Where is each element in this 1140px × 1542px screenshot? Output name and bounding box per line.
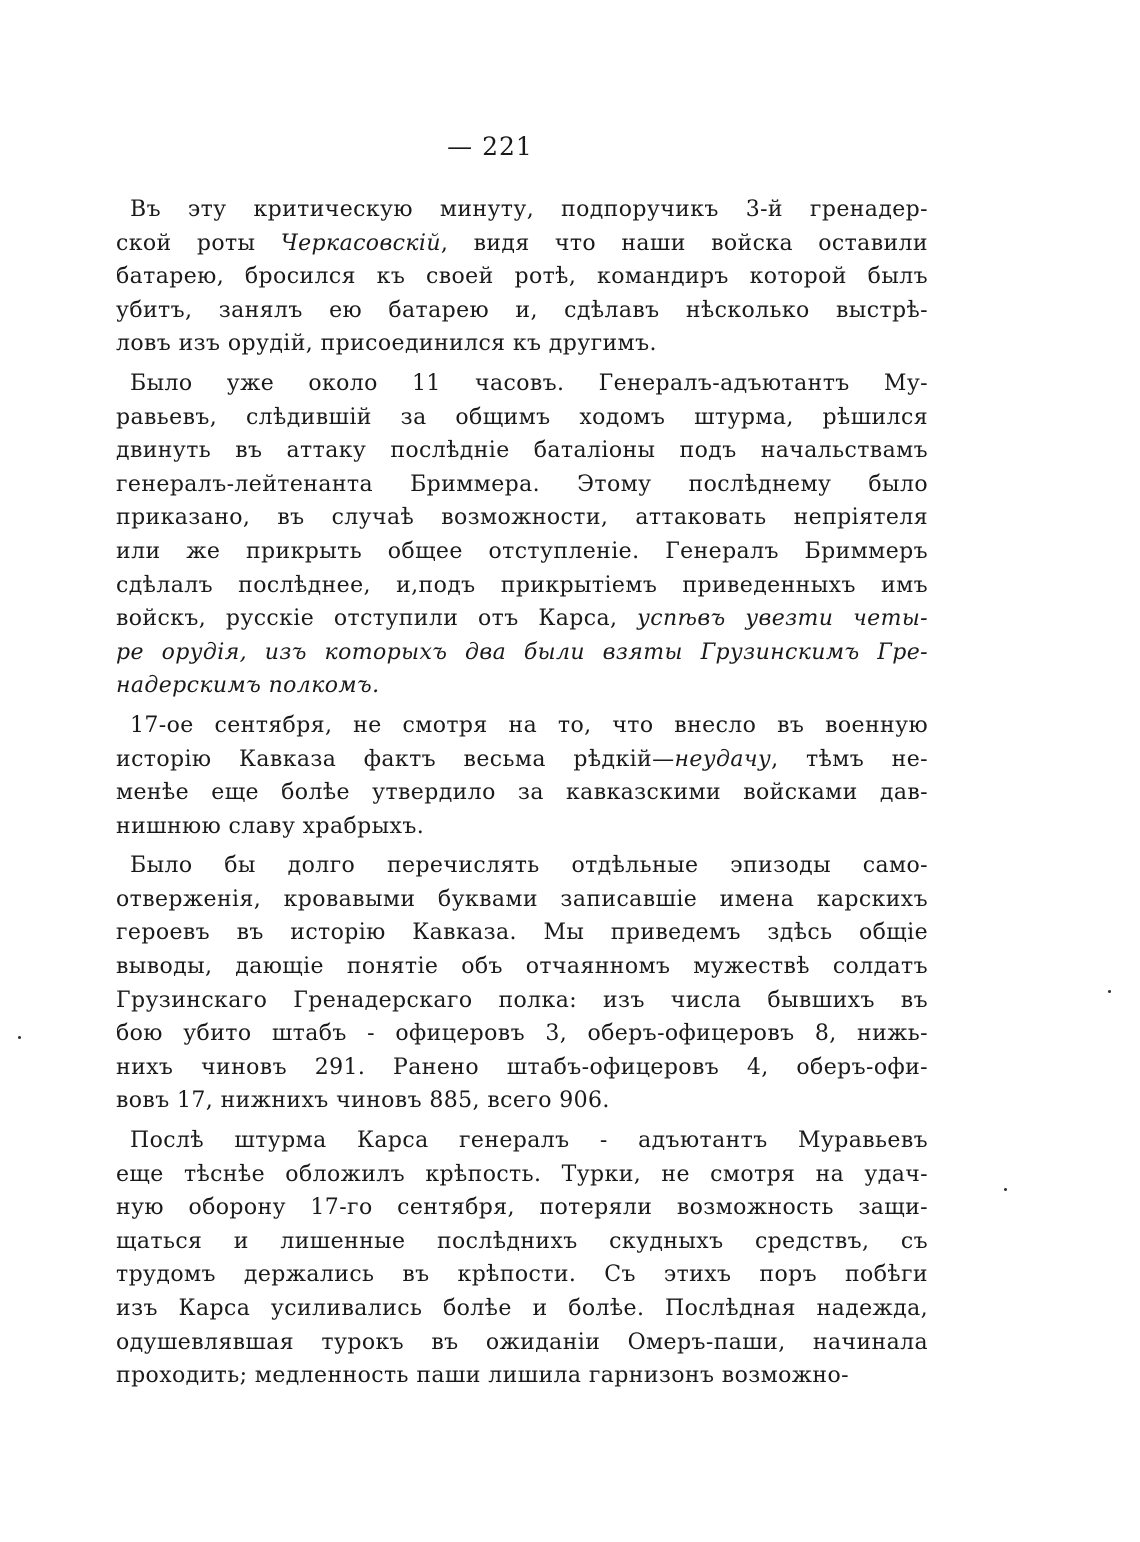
text-run: вовъ 17, нижнихъ чиновъ 885, всего 906. — [116, 1088, 610, 1114]
text-line — [116, 810, 928, 844]
text-line — [116, 468, 928, 502]
text-run: ской роты — [116, 230, 281, 256]
text-line — [116, 367, 928, 401]
page-number: — 221 — [447, 132, 533, 161]
text-run: войскъ, русскіе отступили отъ Карса, — [116, 606, 638, 632]
text-line — [116, 1258, 928, 1292]
text-run: нишнюю славу храбрыхъ. — [116, 813, 425, 839]
text-line — [116, 1017, 928, 1051]
text-run: щаться и лишенные послѣднихъ скудныхъ средствъ, съ — [116, 1228, 928, 1254]
text-line — [116, 950, 928, 984]
text-run: двинуть въ аттаку послѣдніе баталіоны подъ начальствамъ — [116, 438, 928, 464]
text-line — [116, 849, 928, 883]
text-line — [116, 294, 928, 328]
text-line — [116, 501, 928, 535]
text-line — [116, 1158, 928, 1192]
text-line — [116, 776, 928, 810]
text-run: , тѣмъ не- — [771, 746, 928, 772]
text-line — [116, 1191, 928, 1225]
text-line — [116, 743, 928, 777]
italic-run: неудачу — [674, 746, 772, 772]
italic-run: Черкасовскій — [280, 230, 441, 256]
italic-run: успѣвъ увезти четы- — [637, 606, 928, 632]
paragraph — [116, 193, 928, 361]
text-run: Грузинскаго Гренадерскаго полка: изъ числа бывшихъ въ — [116, 987, 928, 1013]
text-line — [116, 535, 928, 569]
text-run: проходить; медленность паши лишила гарнизонъ возможно- — [116, 1363, 849, 1389]
body-text — [116, 193, 928, 1399]
text-line — [116, 434, 928, 468]
text-run: трудомъ держались въ крѣпости. Съ этихъ поръ побѣги — [116, 1262, 928, 1288]
text-line — [116, 916, 928, 950]
paragraph — [116, 849, 928, 1118]
text-line — [116, 1225, 928, 1259]
text-run: героевъ въ исторію Кавказа. Мы приведемъ здѣсь общіе — [116, 920, 928, 946]
paragraph — [116, 1124, 928, 1393]
text-line — [116, 569, 928, 603]
text-line — [116, 327, 928, 361]
text-run: ловъ изъ орудій, присоединился къ другимъ. — [116, 331, 657, 357]
text-run: Въ эту критическую минуту, подпоручикъ 3-й гренадер- — [130, 197, 928, 222]
text-run: менѣе еще болѣе утвердило за кавказскими войсками дав- — [116, 780, 928, 806]
text-run: равьевъ, слѣдившій за общимъ ходомъ штурма, рѣшился — [116, 404, 928, 430]
text-line — [116, 1051, 928, 1085]
text-line — [116, 636, 928, 670]
italic-run: надерскимъ полкомъ. — [116, 673, 380, 699]
text-run: батарею, бросился къ своей ротѣ, командиръ которой былъ — [116, 264, 928, 290]
margin-speck — [18, 1036, 21, 1039]
text-line — [116, 883, 928, 917]
paragraph — [116, 367, 928, 703]
margin-speck — [1108, 990, 1111, 993]
text-line — [116, 1292, 928, 1326]
text-line — [116, 1084, 928, 1118]
text-run: выводы, дающіе понятіе объ отчаянномъ мужествѣ солдатъ — [116, 954, 928, 980]
text-run: убитъ, занялъ ею батарею и, сдѣлавъ нѣсколько выстрѣ- — [116, 297, 928, 323]
text-run: бою убито штабъ - офицеровъ 3, оберъ-офицеровъ 8, нижь- — [116, 1021, 928, 1047]
text-run: сдѣлалъ послѣднее, и,подъ прикрытіемъ приведенныхъ имъ — [116, 572, 928, 598]
text-line — [116, 193, 928, 227]
text-line — [116, 602, 928, 636]
text-run: исторію Кавказа фактъ весьма рѣдкій— — [116, 746, 675, 772]
text-line — [116, 1124, 928, 1158]
margin-speck — [1004, 1188, 1007, 1191]
text-line — [116, 709, 928, 743]
text-run: или же прикрыть общее отступленіе. Генералъ Бриммеръ — [116, 538, 928, 564]
text-run: приказано, въ случаѣ возможности, аттаковать непріятеля — [116, 505, 928, 531]
text-run: одушевлявшая турокъ въ ожиданіи Омеръ-паши, начинала — [116, 1329, 928, 1355]
text-run: нихъ чиновъ 291. Ранено штабъ-офицеровъ 4, оберъ-офи- — [116, 1054, 928, 1080]
paragraph — [116, 709, 928, 843]
text-run: Было бы долго перечислять отдѣльные эпизоды само- — [130, 853, 928, 879]
text-line — [116, 260, 928, 294]
text-run: 17-ое сентября, не смотря на то, что внесло въ военную — [130, 712, 928, 738]
text-line — [116, 1326, 928, 1360]
text-run: ную оборону 17-го сентября, потеряли возможность защи- — [116, 1195, 928, 1221]
text-run: Было уже около 11 часовъ. Генералъ-адъютантъ Му- — [130, 370, 928, 396]
italic-run: ре орудія, изъ которыхъ два были взяты Грузинскимъ Гре- — [116, 639, 928, 665]
text-line — [116, 1359, 928, 1393]
text-run: , видя что наши войска оставили — [440, 230, 928, 256]
text-run: изъ Карса усиливались болѣе и болѣе. Послѣдная надежда, — [116, 1296, 928, 1321]
text-line — [116, 227, 928, 261]
text-run: генералъ-лейтенанта Бриммера. Этому послѣднему было — [116, 471, 928, 497]
text-run: отверженія, кровавыми буквами записавшіе имена карскихъ — [116, 886, 928, 912]
text-run: Послѣ штурма Карса генералъ - адъютантъ Муравьевъ — [130, 1128, 928, 1154]
text-line — [116, 984, 928, 1018]
text-run: еще тѣснѣе обложилъ крѣпость. Турки, не смотря на удач- — [116, 1161, 928, 1187]
text-line — [116, 669, 928, 703]
text-line — [116, 401, 928, 435]
